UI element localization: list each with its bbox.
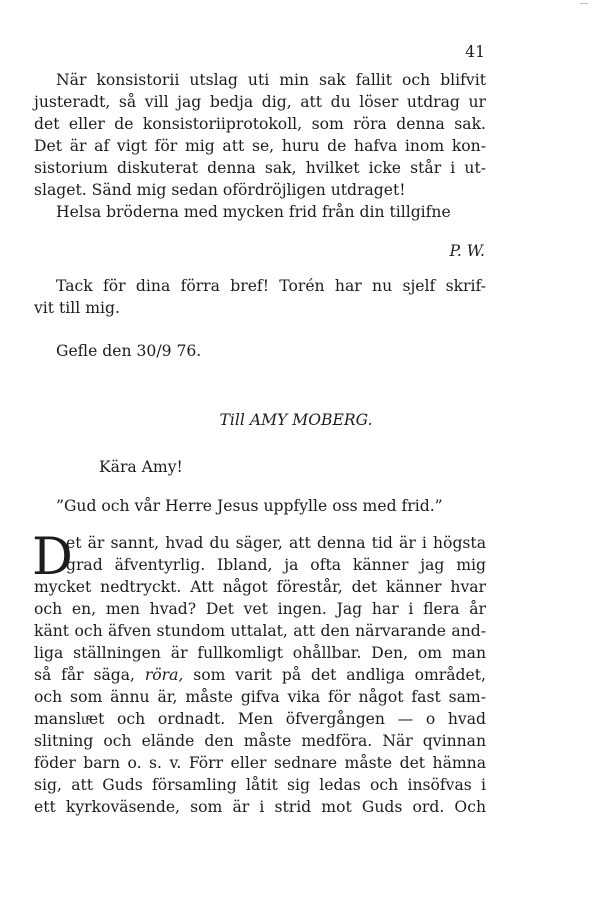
body-line-8: och som ännu är, måste gifva vika för något fast sam- bbox=[34, 688, 486, 706]
body-line-2: grad äfventyrlig. Ibland, ja ofta känner jag mig bbox=[66, 556, 486, 574]
body-line-12: sig, att Guds församling låtit sig ledas och insöfvas i bbox=[34, 776, 486, 794]
rora-after: som varit på det andliga området, bbox=[183, 666, 486, 684]
body-line-3: mycket nedtryckt. Att något förestår, det känner hvar bbox=[34, 578, 486, 596]
body-line-11: föder barn o. s. v. Förr eller sednare måste det hämna bbox=[34, 754, 486, 772]
body-line-6: liga ställningen är fullkomligt ohållbar. Den, om man bbox=[34, 644, 486, 662]
para1-line-6: slaget. Sänd mig sedan ofördröjligen utdraget! bbox=[34, 181, 406, 199]
rora-word: röra, bbox=[144, 666, 184, 684]
body-line-10: slitning och elände den måste medföra. När qvinnan bbox=[34, 732, 486, 750]
para1-line-4: Det är af vigt för mig att se, huru de hafva inom kon- bbox=[34, 137, 486, 155]
page-number: 41 bbox=[465, 43, 485, 61]
body-line-7 bbox=[34, 664, 486, 686]
greeting-line: Helsa bröderna med mycken frid från din tillgifne bbox=[56, 203, 451, 221]
para1-line-5: sistorium diskuterat denna sak, hvilket icke står i ut- bbox=[34, 159, 486, 177]
body-line-9: mansluͤet och ordnadt. Men öfvergången — o hvad bbox=[34, 710, 486, 728]
postscript-line-2: vit till mig. bbox=[34, 299, 120, 317]
drop-cap: D bbox=[32, 528, 73, 587]
signature: P. W. bbox=[449, 242, 485, 260]
body-line-1: et är sannt, hvad du säger, att denna tid är i högsta bbox=[66, 534, 486, 552]
para1-line-1: När konsistorii utslag uti min sak fallit och blifvit bbox=[56, 71, 486, 89]
body-line-13: ett kyrkoväsende, som är i strid mot Guds ord. Och bbox=[34, 798, 486, 816]
para1-line-2: justeradt, så vill jag bedja dig, att du löser utdrag ur bbox=[34, 93, 486, 111]
postscript-line-1: Tack för dina förra bref! Torén har nu sjelf skrif- bbox=[56, 277, 486, 295]
salutation: Kära Amy! bbox=[99, 458, 183, 476]
para1-line-3: det eller de konsistoriiprotokoll, som röra denna sak. bbox=[34, 115, 486, 133]
dateline: Gefle den 30/9 76. bbox=[56, 342, 202, 360]
body-line-5: känt och äfven stundom uttalat, att den närvarande and- bbox=[34, 622, 486, 640]
body-line-4: och en, men hvad? Det vet ingen. Jag har i flera år bbox=[34, 600, 486, 618]
opening-quote: ”Gud och vår Herre Jesus uppfylle oss med frid.” bbox=[56, 497, 443, 515]
rora-before: så får säga, bbox=[34, 666, 145, 684]
letter-heading: Till AMY MOBERG. bbox=[219, 411, 373, 429]
scan-speck bbox=[580, 3, 588, 4]
